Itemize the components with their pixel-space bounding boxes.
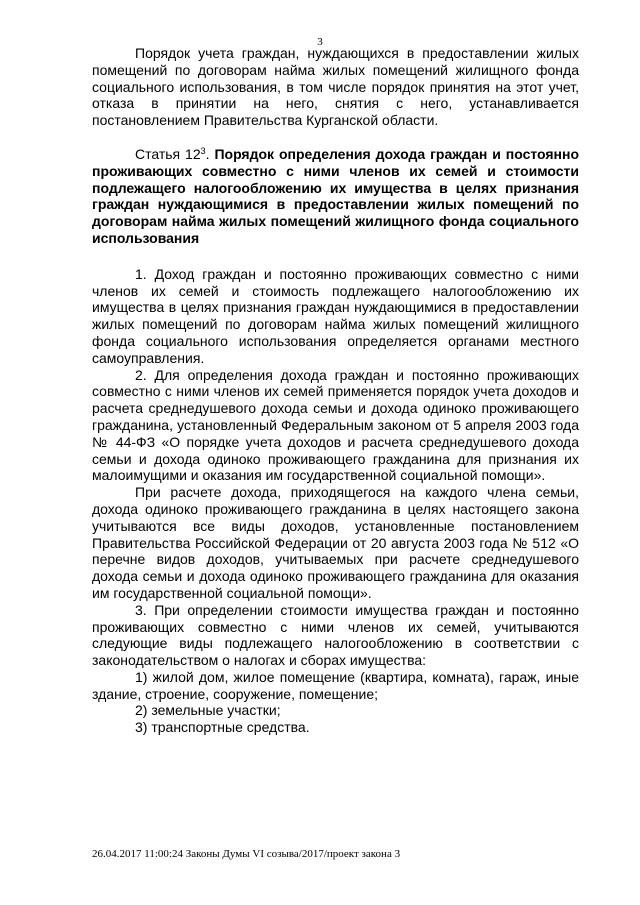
list-item-1: 1) жилой дом, жилое помещение (квартира, комната), гараж, иные здание, строение, сооружение, помещение; [92,668,579,702]
paragraph-income-calculation: При расчете дохода, приходящегося на каждого члена семьи, дохода одиноко проживающего гражданина в целях настоящего закона учитываются все виды доходов, установленные постановлением Правительства Российской Федерации от 20 августа 2003 года № 512 «О перечне видов доходов, учитываемых при расчете среднедушевого дохода семьи и дохода одиноко проживающего гражданина для оказания им государственной социальной помощи». [92,484,579,601]
list-item-3: 3) транспортные средства. [135,719,310,736]
article-title: Порядок определения дохода граждан и постоянно проживающих совместно с ними членов их семей и стоимости подлежащего налогообложению их имущества в целях признания граждан нуждающимися в предоставлении жилых помещений по договорам найма жилых помещений жилищного фонда социального использования [92,145,580,246]
paragraph-2: 2. Для определения дохода граждан и постоянно проживающих совместно с ними членов их семей применяется порядок учета доходов и расчета среднедушевого дохода семьи и дохода одиноко проживающего гражданина, установленный Федеральным законом от 5 апреля 2003 года № 44-ФЗ «О порядке учета доходов и расчета среднедушевого дохода семьи и дохода одиноко проживающего гражданина для признания их малоимущими и оказания им государственной социальной помощи». [92,366,579,484]
list-item-2: 2) земельные участки; [135,702,281,719]
article-heading [92,146,579,247]
page-number: 3 [317,36,323,48]
article-dot: . [205,145,210,162]
article-prefix: Статья 12 [135,145,201,162]
document-body [92,45,579,736]
paragraph-1: 1. Доход граждан и постоянно проживающих совместно с ними членов их семей и стоимость подлежащего налогообложению их имущества в целях признания граждан нуждающимися в предоставлении жилых помещений по договорам найма жилых помещений жилищного фонда социального использования определяется органами местного самоуправления. [92,265,579,366]
intro-paragraph: Порядок учета граждан, нуждающихся в предоставлении жилых помещений по договорам найма жилых помещений жилищного фонда социального использования, в том числе порядок принятия на этот учет, отказа в принятии на него, снятия с него, устанавливается постановлением Правительства Курганской области. [92,45,579,129]
footer-note: 26.04.2017 11:00:24 Законы Думы VI созыва/2017/проект закона 3 [92,848,401,860]
article-superscript: 3 [200,145,206,156]
paragraph-3: 3. При определении стоимости имущества граждан и постоянно проживающих совместно с ними членов их семей, учитываются следующие виды подлежащего налогообложению в соответствии с законодательством о налогах и сборах имущества: [92,601,579,669]
